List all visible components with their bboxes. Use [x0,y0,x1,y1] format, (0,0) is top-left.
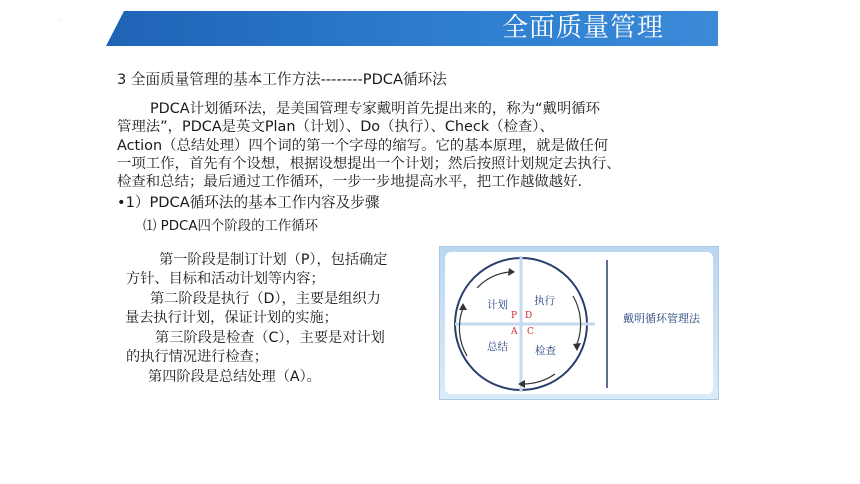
intro-paragraph [117,100,677,191]
quadrant-plan-label: 计划 [487,299,508,311]
arrow-arc-right [573,296,581,344]
arrow-head [459,303,467,310]
intro-line: 一项工作，首先有个设想，根据设想提出一个计划；然后按照计划规定去执行、 [117,155,621,172]
stage-1-text [123,251,433,290]
arrow-head [573,343,581,351]
pdca-diagram [439,246,719,400]
letter-a: A [511,327,518,337]
intro-line: 管理法”，PDCA是英文Plan（计划）、Do（执行）、Check（检查）、 [117,119,554,136]
page-title: 全面质量管理 [501,13,664,43]
stage-2-text [123,290,433,329]
stage-line: 第三阶段是检查（C），主要是对计划 [155,330,385,346]
stage-4-text [123,368,433,387]
stage-3-text [123,329,433,368]
letter-c: C [527,327,534,337]
diagram-panel [445,252,713,394]
quadrant-action-label: 总结 [487,341,508,353]
arrow-head [508,268,515,276]
quadrant-do-label: 执行 [534,295,555,307]
stage-line: 的执行情况进行检查； [126,349,268,366]
quadrant-check-label: 检查 [535,345,556,357]
subheading: ⑴ PDCA四个阶段的工作循环 [143,219,319,234]
arrow-arc-top-left [477,272,509,288]
bullet-heading: •1）PDCA循环法的基本工作内容及步骤 [117,194,380,211]
letter-p: P [511,311,518,321]
stage-line: 方针、目标和活动计划等内容； [126,271,325,288]
stage-line: 第四阶段是总结处理（A）。 [148,369,321,385]
intro-line: Action（总结处理）四个词的第一个字母的缩写。它的基本原理，就是做任何 [117,137,609,154]
stage-line: 第一阶段是制订计划（P），包括确定 [159,252,388,268]
letter-d: D [525,311,533,321]
section-heading: 3 全面质量管理的基本工作方法--------PDCA循环法 [117,71,447,88]
intro-line: PDCA计划循环法，是美国管理专家戴明首先提出来的，称为“戴明循环 [150,101,601,117]
decorative-dot: · [58,18,60,25]
stage-line: 第二阶段是执行（D），主要是组织力 [150,291,381,307]
stage-line: 量去执行计划，保证计划的实施； [125,310,338,327]
intro-line: 检查和总结；最后通过工作循环，一步一步地提高水平，把工作越做越好. [117,174,583,191]
diagram-caption: 戴明循环管理法 [623,312,700,325]
